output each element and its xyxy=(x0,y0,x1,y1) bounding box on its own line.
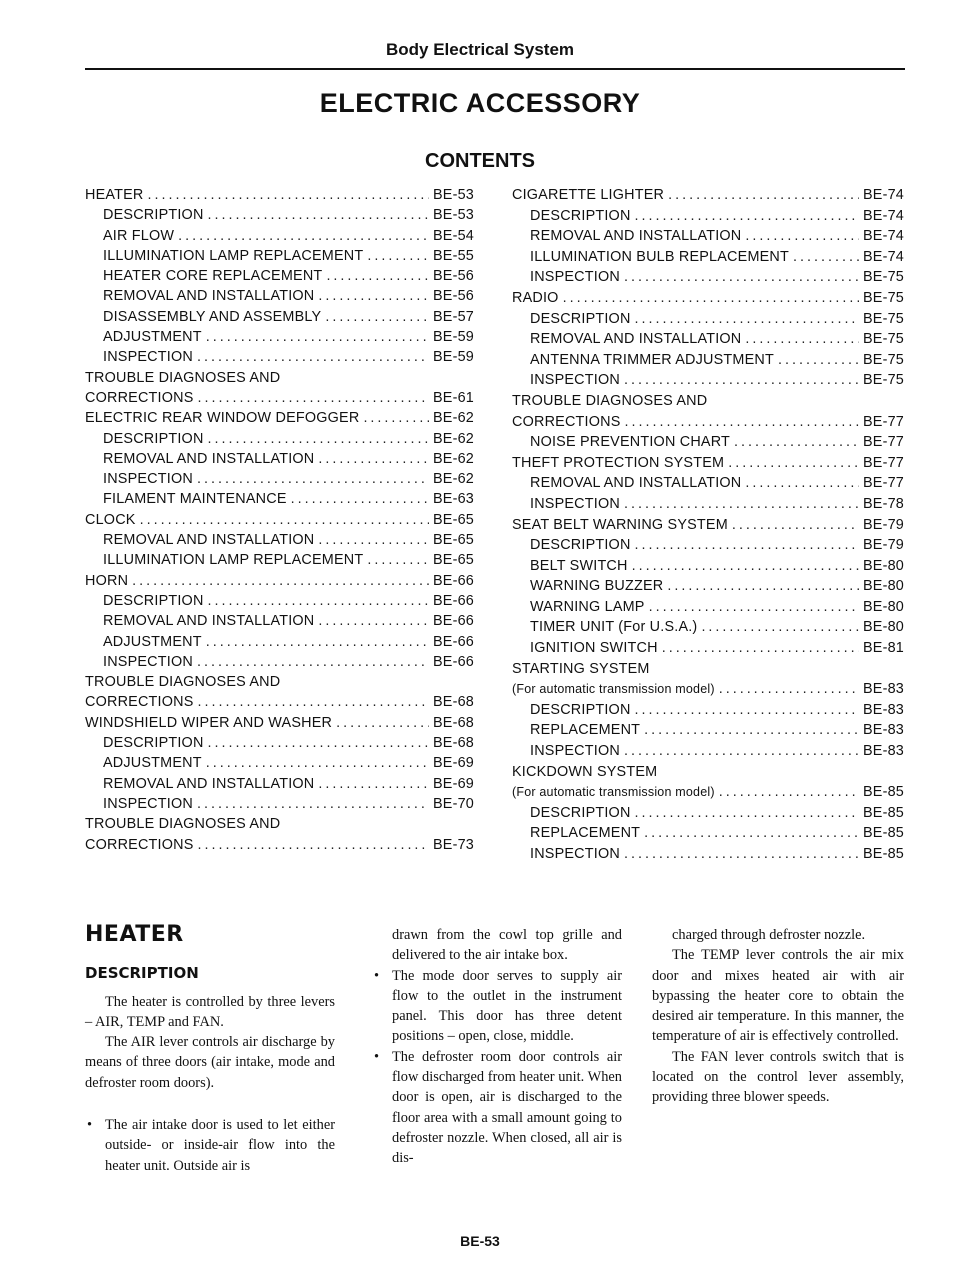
toc-entry[interactable] xyxy=(85,837,475,857)
toc-entry[interactable] xyxy=(512,599,905,620)
toc-entry-page: BE-75 xyxy=(863,310,904,327)
toc-entry-title: DESCRIPTION xyxy=(530,537,631,554)
toc-leader-dots xyxy=(208,207,429,223)
toc-entry[interactable] xyxy=(85,309,475,329)
toc-entry-page: BE-75 xyxy=(863,289,904,306)
toc-entry-page: BE-68 xyxy=(433,735,474,752)
toc-right-column xyxy=(512,187,905,867)
toc-entry-page: BE-62 xyxy=(433,410,474,427)
toc-entry-title: REMOVAL AND INSTALLATION xyxy=(530,228,742,245)
toc-leader-dots xyxy=(625,414,859,430)
toc-entry-page: BE-80 xyxy=(863,619,904,636)
toc-entry-page: BE-68 xyxy=(433,694,474,711)
toc-entry-page: BE-83 xyxy=(863,681,904,698)
toc-entry-page: BE-66 xyxy=(433,572,474,589)
toc-entry[interactable] xyxy=(85,776,475,796)
toc-entry[interactable] xyxy=(85,674,475,694)
toc-entry-title: ADJUSTMENT xyxy=(103,755,202,772)
paragraph: The TEMP lever controls the air mix door and mixes heated air with air bypassing the heater core to obtain the desired air temperature. In this manner, the temperature of air is effectively controlled. xyxy=(652,947,904,1045)
toc-entry-page: BE-74 xyxy=(863,228,904,245)
toc-entry[interactable] xyxy=(512,619,905,640)
toc-entry-page: BE-53 xyxy=(433,207,474,224)
toc-entry-title: HORN xyxy=(85,572,129,589)
toc-entry-title: INSPECTION xyxy=(530,495,620,512)
toc-entry-title: INSPECTION xyxy=(530,743,620,760)
toc-entry-title: INSPECTION xyxy=(103,795,193,812)
toc-entry-title: REMOVAL AND INSTALLATION xyxy=(530,475,742,492)
toc-entry-title: CLOCK xyxy=(85,511,136,528)
toc-entry-title: DESCRIPTION xyxy=(103,735,204,752)
toc-entry[interactable] xyxy=(512,661,905,682)
toc-leader-dots xyxy=(291,491,429,507)
toc-entry[interactable] xyxy=(512,846,905,867)
toc-entry[interactable] xyxy=(512,578,905,599)
toc-entry-title: (For automatic transmission model) xyxy=(512,785,715,800)
toc-entry-page: BE-73 xyxy=(433,836,474,853)
toc-entry[interactable] xyxy=(512,825,905,846)
toc-entry[interactable] xyxy=(512,722,905,743)
toc-entry-page: BE-57 xyxy=(433,308,474,325)
toc-entry-title: ADJUSTMENT xyxy=(103,633,202,650)
toc-entry[interactable] xyxy=(85,410,475,430)
toc-entry-page: BE-59 xyxy=(433,329,474,346)
toc-entry[interactable] xyxy=(512,187,905,208)
toc-entry-title: DESCRIPTION xyxy=(530,804,631,821)
toc-entry-page: BE-78 xyxy=(863,495,904,512)
toc-leader-dots xyxy=(668,187,859,203)
toc-leader-dots xyxy=(197,349,429,365)
toc-entry-page: BE-62 xyxy=(433,471,474,488)
toc-leader-dots xyxy=(563,290,859,306)
toc-entry[interactable] xyxy=(512,249,905,270)
section-header: Body Electrical System xyxy=(385,40,575,59)
toc-entry-page: BE-59 xyxy=(433,349,474,366)
contents-label: CONTENTS xyxy=(425,150,535,172)
toc-entry[interactable] xyxy=(85,573,475,593)
toc-leader-dots xyxy=(644,722,859,738)
toc-entry-title: (For automatic transmission model) xyxy=(512,682,715,697)
toc-leader-dots xyxy=(728,455,859,471)
toc-entry[interactable] xyxy=(85,329,475,349)
toc-entry-title: DESCRIPTION xyxy=(103,592,204,609)
toc-entry-title: HEATER xyxy=(85,187,144,203)
toc-entry[interactable] xyxy=(512,455,905,476)
toc-entry-page: BE-75 xyxy=(863,331,904,348)
toc-leader-dots xyxy=(624,269,859,285)
toc-entry[interactable] xyxy=(85,796,475,816)
toc-entry[interactable] xyxy=(512,311,905,332)
toc-entry-page: BE-74 xyxy=(863,187,904,203)
toc-entry-title: REPLACEMENT xyxy=(530,825,641,842)
toc-entry-page: BE-77 xyxy=(863,434,904,451)
toc-leader-dots xyxy=(635,208,859,224)
toc-entry-title: ILLUMINATION LAMP REPLACEMENT xyxy=(103,552,364,569)
toc-entry-title: CORRECTIONS xyxy=(85,389,194,406)
toc-entry-page: BE-61 xyxy=(433,389,474,406)
toc-leader-dots xyxy=(132,573,429,589)
toc-entry[interactable] xyxy=(512,743,905,764)
toc-leader-dots xyxy=(635,702,859,718)
toc-entry-page: BE-69 xyxy=(433,755,474,772)
toc-entry[interactable] xyxy=(85,207,475,227)
toc-entry-page: BE-66 xyxy=(433,613,474,630)
toc-entry-title: TIMER UNIT (For U.S.A.) xyxy=(530,619,698,636)
toc-leader-dots xyxy=(198,390,429,406)
toc-entry-page: BE-83 xyxy=(863,701,904,718)
toc-entry[interactable] xyxy=(85,654,475,674)
toc-entry-title: ILLUMINATION BULB REPLACEMENT xyxy=(530,248,790,265)
toc-leader-dots xyxy=(624,846,859,862)
toc-entry[interactable] xyxy=(512,702,905,723)
bullet-item: • The defroster room door controls air flow discharged from heater unit. When door is open, air is discharged to the floor area with a small amount going to defroster nozzle. When closed, all air is dis- xyxy=(372,1047,622,1169)
body-column-3 xyxy=(652,925,904,1108)
toc-entry[interactable] xyxy=(512,228,905,249)
toc-entry-title: RADIO xyxy=(512,289,559,306)
toc-entry-title: KICKDOWN SYSTEM xyxy=(512,763,658,780)
toc-entry[interactable] xyxy=(85,715,475,735)
toc-leader-dots xyxy=(778,352,859,368)
toc-entry-title: CORRECTIONS xyxy=(512,413,621,430)
toc-entry[interactable] xyxy=(85,613,475,633)
toc-entry[interactable] xyxy=(85,390,475,410)
header-rule xyxy=(85,68,905,70)
toc-entry[interactable] xyxy=(512,764,905,785)
toc-entry-title: AIR FLOW xyxy=(103,227,175,244)
toc-entry-title: TROUBLE DIAGNOSES AND xyxy=(85,674,281,691)
toc-entry-page: BE-53 xyxy=(433,187,474,203)
toc-leader-dots xyxy=(318,776,429,792)
body-column-2 xyxy=(372,925,622,1169)
toc-entry-page: BE-74 xyxy=(863,207,904,224)
toc-leader-dots xyxy=(734,434,859,450)
toc-entry-page: BE-55 xyxy=(433,247,474,264)
toc-entry-title: REMOVAL AND INSTALLATION xyxy=(103,613,315,630)
toc-entry-title: DESCRIPTION xyxy=(103,207,204,224)
toc-entry-page: BE-62 xyxy=(433,430,474,447)
toc-leader-dots xyxy=(624,496,859,512)
toc-leader-dots xyxy=(336,715,429,731)
toc-leader-dots xyxy=(649,599,859,615)
toc-entry-page: BE-75 xyxy=(863,372,904,389)
toc-entry-title: REMOVAL AND INSTALLATION xyxy=(530,331,742,348)
toc-entry[interactable] xyxy=(512,805,905,826)
toc-leader-dots xyxy=(745,331,859,347)
toc-entry-page: BE-79 xyxy=(863,516,904,533)
toc-entry-page: BE-62 xyxy=(433,450,474,467)
paragraph: charged through defroster nozzle. xyxy=(672,927,866,943)
toc-entry-title: CORRECTIONS xyxy=(85,836,194,853)
toc-entry[interactable] xyxy=(85,593,475,613)
toc-entry[interactable] xyxy=(512,393,905,414)
toc-leader-dots xyxy=(624,743,859,759)
toc-leader-dots xyxy=(662,640,859,656)
toc-entry-title: REMOVAL AND INSTALLATION xyxy=(103,532,315,549)
toc-entry[interactable] xyxy=(85,471,475,491)
toc-entry[interactable] xyxy=(85,187,475,207)
toc-entry-title: TROUBLE DIAGNOSES AND xyxy=(512,392,708,409)
toc-leader-dots xyxy=(178,228,429,244)
subsection-heading: DESCRIPTION xyxy=(85,964,199,983)
toc-entry-title: SEAT BELT WARNING SYSTEM xyxy=(512,516,728,533)
paragraph: The heater is controlled by three levers – AIR, TEMP and FAN. xyxy=(85,993,335,1030)
toc-leader-dots xyxy=(318,532,429,548)
toc-entry-title: HEATER CORE REPLACEMENT xyxy=(103,268,323,285)
paragraph: The AIR lever controls air discharge by means of three doors (air intake, mode and defroster room doors). xyxy=(85,1034,335,1091)
toc-entry-title: ELECTRIC REAR WINDOW DEFOGGER xyxy=(85,410,360,427)
toc-leader-dots xyxy=(206,329,429,345)
toc-leader-dots xyxy=(325,309,429,325)
bullet-item: • The mode door serves to supply air flow to the outlet in the instrument panel. This door has three detent positions – open, close, middle. xyxy=(372,966,622,1047)
toc-entry-page: BE-80 xyxy=(863,598,904,615)
toc-entry-title: INSPECTION xyxy=(530,372,620,389)
toc-entry-page: BE-70 xyxy=(433,795,474,812)
toc-entry[interactable] xyxy=(85,228,475,248)
toc-entry-title: REMOVAL AND INSTALLATION xyxy=(103,288,315,305)
toc-leader-dots xyxy=(206,634,429,650)
toc-leader-dots xyxy=(635,311,859,327)
toc-entry-page: BE-80 xyxy=(863,557,904,574)
toc-entry-title: INSPECTION xyxy=(103,653,193,670)
toc-entry-page: BE-83 xyxy=(863,722,904,739)
toc-entry-title: WARNING LAMP xyxy=(530,598,645,615)
toc-entry[interactable] xyxy=(85,634,475,654)
toc-leader-dots xyxy=(197,654,429,670)
toc-leader-dots xyxy=(198,837,429,853)
toc-entry-title: INSPECTION xyxy=(530,269,620,286)
toc-leader-dots xyxy=(624,372,859,388)
toc-leader-dots xyxy=(318,451,429,467)
toc-leader-dots xyxy=(719,681,859,697)
toc-entry-title: INSPECTION xyxy=(103,349,193,366)
toc-entry-page: BE-63 xyxy=(433,491,474,508)
toc-entry-title: WARNING BUZZER xyxy=(530,578,664,595)
toc-entry-title: IGNITION SWITCH xyxy=(530,640,658,657)
page-title: ELECTRIC ACCESSORY xyxy=(319,88,641,118)
toc-entry-page: BE-65 xyxy=(433,511,474,528)
toc-entry-title: NOISE PREVENTION CHART xyxy=(530,434,731,451)
toc-entry[interactable] xyxy=(85,248,475,268)
page-number: BE-53 xyxy=(460,1233,500,1249)
toc-entry[interactable] xyxy=(85,755,475,775)
toc-leader-dots xyxy=(701,619,859,635)
toc-entry-title: THEFT PROTECTION SYSTEM xyxy=(512,454,725,471)
toc-entry-title: ANTENNA TRIMMER ADJUSTMENT xyxy=(530,351,774,368)
toc-entry[interactable] xyxy=(512,681,905,702)
toc-entry-page: BE-77 xyxy=(863,413,904,430)
section-heading: HEATER xyxy=(85,922,184,947)
toc-entry-page: BE-66 xyxy=(433,633,474,650)
toc-entry[interactable] xyxy=(85,694,475,714)
toc-leader-dots xyxy=(719,784,859,800)
toc-entry[interactable] xyxy=(85,735,475,755)
toc-entry[interactable] xyxy=(512,640,905,661)
toc-leader-dots xyxy=(148,187,429,203)
toc-leader-dots xyxy=(632,558,859,574)
toc-entry-title: REPLACEMENT xyxy=(530,722,641,739)
toc-entry-page: BE-80 xyxy=(863,578,904,595)
toc-leader-dots xyxy=(732,517,859,533)
toc-entry-title: TROUBLE DIAGNOSES AND xyxy=(85,369,281,386)
toc-entry-title: DISASSEMBLY AND ASSEMBLY xyxy=(103,308,322,325)
toc-entry-title: REMOVAL AND INSTALLATION xyxy=(103,450,315,467)
toc-left-column xyxy=(85,187,475,857)
toc-entry[interactable] xyxy=(85,349,475,369)
toc-entry[interactable] xyxy=(85,552,475,572)
toc-entry[interactable] xyxy=(512,784,905,805)
toc-entry-title: TROUBLE DIAGNOSES AND xyxy=(85,816,281,833)
toc-entry-page: BE-77 xyxy=(863,475,904,492)
toc-entry-title: REMOVAL AND INSTALLATION xyxy=(103,775,315,792)
toc-entry[interactable] xyxy=(512,372,905,393)
toc-entry[interactable] xyxy=(512,475,905,496)
toc-leader-dots xyxy=(318,288,429,304)
toc-entry[interactable] xyxy=(85,532,475,552)
toc-entry[interactable] xyxy=(512,414,905,435)
toc-entry-page: BE-75 xyxy=(863,351,904,368)
toc-leader-dots xyxy=(326,268,429,284)
toc-entry[interactable] xyxy=(85,370,475,390)
toc-entry-page: BE-66 xyxy=(433,653,474,670)
toc-leader-dots xyxy=(667,578,859,594)
toc-leader-dots xyxy=(197,471,429,487)
toc-leader-dots xyxy=(635,537,859,553)
toc-entry[interactable] xyxy=(512,558,905,579)
toc-entry[interactable] xyxy=(512,517,905,538)
toc-entry-page: BE-85 xyxy=(863,804,904,821)
paragraph: drawn from the cowl top grille and delivered to the air intake box. xyxy=(392,927,622,964)
toc-entry-page: BE-65 xyxy=(433,532,474,549)
toc-entry[interactable] xyxy=(85,491,475,511)
toc-leader-dots xyxy=(208,735,429,751)
toc-entry-page: BE-54 xyxy=(433,227,474,244)
toc-entry[interactable] xyxy=(85,512,475,532)
toc-leader-dots xyxy=(367,552,429,568)
toc-leader-dots xyxy=(644,825,859,841)
toc-entry-page: BE-56 xyxy=(433,288,474,305)
toc-entry-page: BE-74 xyxy=(863,248,904,265)
toc-leader-dots xyxy=(198,694,429,710)
toc-entry-page: BE-66 xyxy=(433,592,474,609)
toc-leader-dots xyxy=(745,475,859,491)
toc-entry-title: WINDSHIELD WIPER AND WASHER xyxy=(85,714,333,731)
toc-entry-page: BE-65 xyxy=(433,552,474,569)
toc-entry[interactable] xyxy=(512,331,905,352)
toc-entry[interactable] xyxy=(512,352,905,373)
toc-leader-dots xyxy=(208,431,429,447)
toc-entry-page: BE-68 xyxy=(433,714,474,731)
toc-entry-title: ILLUMINATION LAMP REPLACEMENT xyxy=(103,247,364,264)
body-column-1 xyxy=(85,922,335,1176)
toc-leader-dots xyxy=(363,410,429,426)
toc-entry-page: BE-69 xyxy=(433,775,474,792)
toc-leader-dots xyxy=(635,805,859,821)
toc-leader-dots xyxy=(140,512,429,528)
toc-leader-dots xyxy=(793,249,859,265)
toc-entry-title: INSPECTION xyxy=(103,471,193,488)
toc-entry-title: DESCRIPTION xyxy=(103,430,204,447)
toc-entry-page: BE-85 xyxy=(863,846,904,862)
toc-entry-title: STARTING SYSTEM xyxy=(512,660,650,677)
toc-entry[interactable] xyxy=(85,451,475,471)
toc-entry-title: INSPECTION xyxy=(530,846,620,862)
toc-entry[interactable] xyxy=(85,268,475,288)
toc-entry-title: CIGARETTE LIGHTER xyxy=(512,187,665,203)
toc-entry[interactable] xyxy=(512,434,905,455)
toc-entry-page: BE-81 xyxy=(863,640,904,657)
toc-entry-title: FILAMENT MAINTENANCE xyxy=(103,491,287,508)
toc-leader-dots xyxy=(367,248,429,264)
toc-entry-page: BE-85 xyxy=(863,784,904,801)
toc-leader-dots xyxy=(208,593,429,609)
paragraph: The FAN lever controls switch that is located on the control lever assembly, providing three blower speeds. xyxy=(652,1048,904,1106)
toc-entry[interactable] xyxy=(85,816,475,836)
toc-entry[interactable] xyxy=(512,290,905,311)
toc-entry-title: DESCRIPTION xyxy=(530,701,631,718)
toc-leader-dots xyxy=(745,228,859,244)
toc-entry-page: BE-85 xyxy=(863,825,904,842)
bullet-item: • The air intake door is used to let either outside- or inside-air flow into the heater unit. Outside air is xyxy=(85,1115,335,1176)
toc-entry[interactable] xyxy=(512,537,905,558)
toc-entry-page: BE-75 xyxy=(863,269,904,286)
toc-entry-title: BELT SWITCH xyxy=(530,557,628,574)
toc-leader-dots xyxy=(318,613,429,629)
toc-entry-page: BE-83 xyxy=(863,743,904,760)
toc-entry-title: ADJUSTMENT xyxy=(103,329,202,346)
toc-entry-page: BE-56 xyxy=(433,268,474,285)
toc-entry-title: DESCRIPTION xyxy=(530,207,631,224)
toc-entry[interactable] xyxy=(512,208,905,229)
toc-entry-page: BE-77 xyxy=(863,454,904,471)
toc-entry[interactable] xyxy=(512,269,905,290)
toc-entry-title: CORRECTIONS xyxy=(85,694,194,711)
toc-entry[interactable] xyxy=(512,496,905,517)
toc-entry[interactable] xyxy=(85,431,475,451)
toc-leader-dots xyxy=(206,755,429,771)
toc-leader-dots xyxy=(197,796,429,812)
toc-entry-page: BE-79 xyxy=(863,537,904,554)
toc-entry-title: DESCRIPTION xyxy=(530,310,631,327)
toc-entry[interactable] xyxy=(85,288,475,308)
